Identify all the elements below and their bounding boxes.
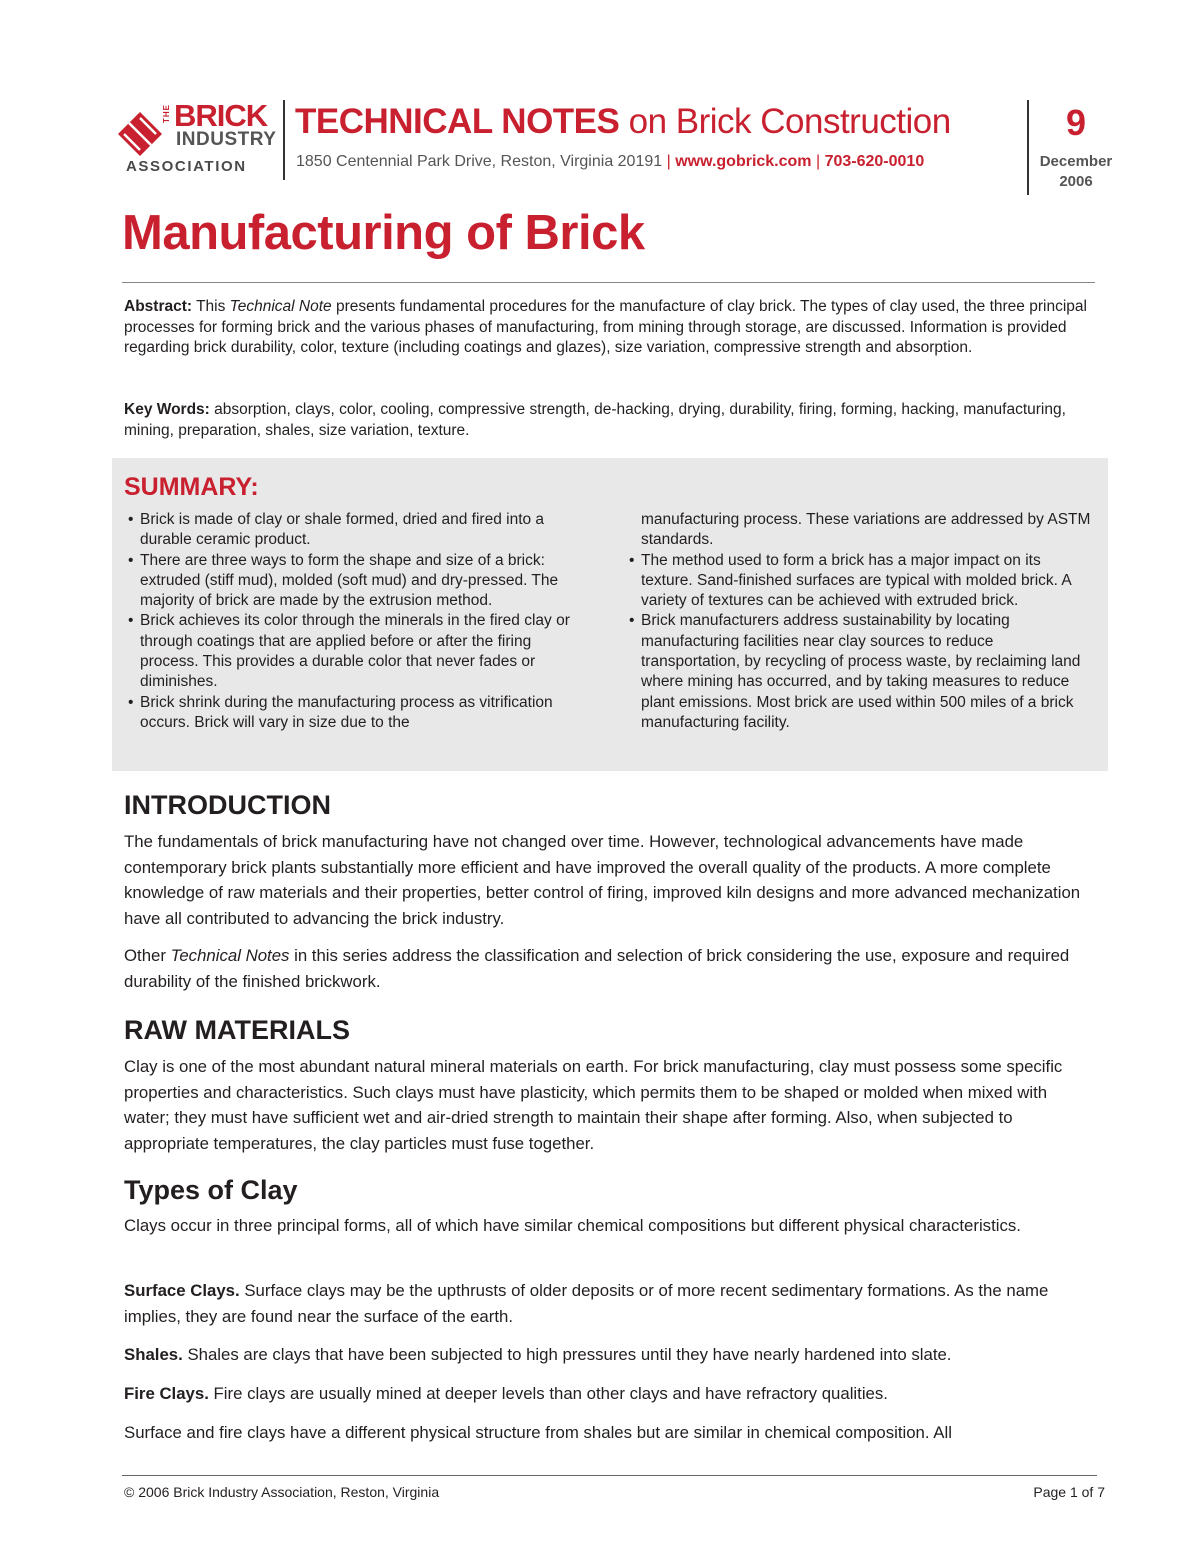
summary-bullet: • Brick shrink during the manufacturing process as vitrification occurs. Brick will vary in size due to the xyxy=(124,693,592,734)
logo-brick-text: BRICK xyxy=(174,98,268,133)
introduction-paragraph: The fundamentals of brick manufacturing have not changed over time. However, technological advancements have made contemporary brick plants substantially more efficient and have improved the overall quality of the products. A more complete knowledge of raw materials and their properties, better control of firing, improved kiln designs and more advanced mechanization have all contributed to advancing the brick industry. xyxy=(124,832,1081,928)
types-of-clay-intro: Clays occur in three principal forms, all of which have similar chemical compositions but different physical characteristics. xyxy=(124,1216,1021,1235)
phone-number: 703-620-0010 xyxy=(824,153,925,170)
issue-year: 2006 xyxy=(1059,173,1093,190)
fire-clays-paragraph: Fire Clays. Fire clays are usually mined at deeper levels than other clays and have refractory qualities. xyxy=(124,1384,888,1403)
summary-bullet: • Brick achieves its color through the minerals in the fired clay or through coatings that are applied before or after the firing process. This provides a durable color that never fades or diminishes. xyxy=(124,611,592,692)
series-title: TECHNICAL NOTES on Brick Construction xyxy=(295,102,951,141)
logo-the: THE xyxy=(162,104,171,123)
summary-bullet: • Brick manufacturers address sustainability by locating manufacturing facilities near clay sources to reduce transportation, by recycling of process waste, by reclaiming land where mining has occurred, and by taking measures to reduce plant emissions. Most brick are used within 500 miles of a brick manufacturing facility. xyxy=(625,611,1095,733)
header-divider-right xyxy=(1027,100,1029,195)
page-number: Page 1 of 7 xyxy=(1033,1484,1105,1500)
issue-number: 9 xyxy=(1065,102,1087,143)
summary-bullet: • Brick is made of clay or shale formed, dried and fired into a durable ceramic product. xyxy=(124,510,592,551)
summary-heading: SUMMARY: xyxy=(124,473,259,501)
summary-left-column xyxy=(124,510,592,733)
summary-right-column xyxy=(625,510,1095,733)
address: 1850 Centennial Park Drive, Reston, Virginia 20191 xyxy=(296,153,663,170)
abstract: Abstract: This Technical Note presents fundamental procedures for the manufacture of clay brick. The types of clay used, the three principal processes for forming brick and the various phases of manufacturing, from mining through storage, are discussed. Information is provided regarding brick durability, color, texture (including coatings and glazes), size variation, compressive strength and absorption. xyxy=(124,298,1087,356)
raw-materials-heading: RAW MATERIALS xyxy=(124,1015,350,1045)
title-divider xyxy=(122,282,1095,283)
header-divider-left xyxy=(283,100,285,180)
clay-structure-paragraph: Surface and fire clays have a different physical structure from shales but are similar in chemical composition. All xyxy=(124,1423,952,1442)
website-link[interactable]: www.gobrick.com xyxy=(675,153,812,170)
issue-month: December xyxy=(1039,153,1113,170)
summary-bullet-continuation: manufacturing process. These variations are addressed by ASTM standards. xyxy=(641,511,1091,549)
shales-paragraph: Shales. Shales are clays that have been subjected to high pressures until they have nearly hardened into slate. xyxy=(124,1345,952,1364)
page-title: Manufacturing of Brick xyxy=(122,206,645,260)
introduction-paragraph-2: Other Technical Notes in this series address the classification and selection of brick considering the use, exposure and required durability of the finished brickwork. xyxy=(124,946,1070,991)
introduction-heading: INTRODUCTION xyxy=(124,790,331,820)
footer-divider xyxy=(122,1475,1097,1476)
key-words: Key Words: absorption, clays, color, cooling, compressive strength, de-hacking, drying, durability, firing, forming, hacking, manufacturing, mining, preparation, shales, size variation, texture. xyxy=(124,401,1066,439)
brick-diamond-icon xyxy=(118,112,162,156)
types-of-clay-heading: Types of Clay xyxy=(124,1175,298,1205)
copyright-notice: © 2006 Brick Industry Association, Reston, Virginia xyxy=(124,1484,440,1500)
surface-clays-paragraph: Surface Clays. Surface clays may be the upthrusts of older deposits or of more recent sedimentary formations. As the name implies, they are found near the surface of the earth. xyxy=(124,1281,1049,1326)
raw-materials-paragraph: Clay is one of the most abundant natural mineral materials on earth. For brick manufacturing, clay must possess some specific properties and characteristics. Such clays must have plasticity, which permits them to be shaped or molded when mixed with water; they must have sufficient wet and air-dried strength to maintain their shape after forming. Also, when subjected to appropriate temperatures, the clay particles must fuse together. xyxy=(124,1057,1063,1153)
summary-bullet: • The method used to form a brick has a major impact on its texture. Sand-finished surfaces are typical with molded brick. A variety of textures can be achieved with extruded brick. xyxy=(625,551,1095,612)
contact-line: 1850 Centennial Park Drive, Reston, Virginia 20191 | www.gobrick.com | 703-620-0010 xyxy=(296,153,925,170)
logo-association-text: ASSOCIATION xyxy=(126,158,247,175)
summary-bullet: • There are three ways to form the shape and size of a brick: extruded (stiff mud), molded (soft mud) and dry-pressed. The majority of brick are made by the extrusion method. xyxy=(124,551,592,612)
bia-logo xyxy=(118,100,278,180)
logo-industry-text: INDUSTRY xyxy=(176,129,277,150)
